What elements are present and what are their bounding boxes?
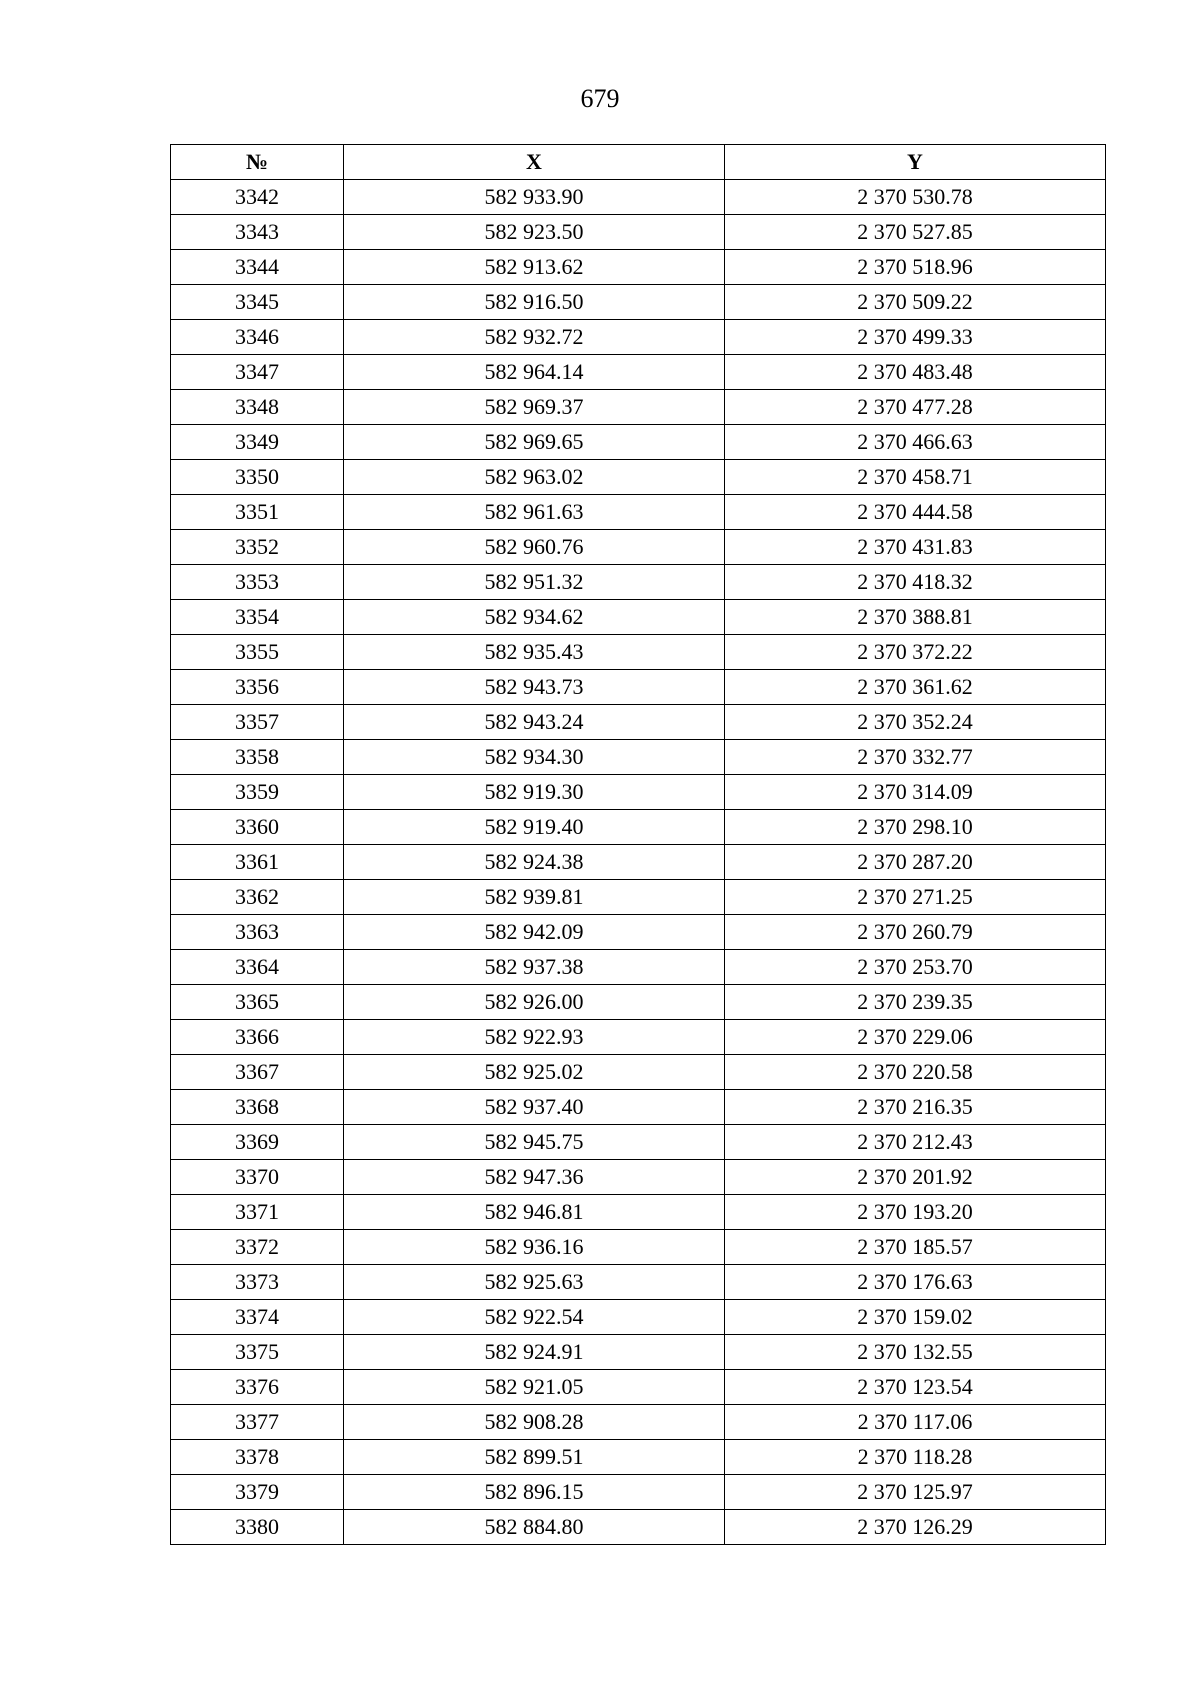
- table-body: [171, 180, 1106, 1545]
- cell-x-coordinate: 582 947.36: [344, 1160, 725, 1195]
- cell-y-coordinate: 2 370 388.81: [725, 600, 1106, 635]
- cell-y-coordinate: 2 370 220.58: [725, 1055, 1106, 1090]
- cell-x-coordinate: 582 923.50: [344, 215, 725, 250]
- cell-point-number: 3370: [171, 1160, 344, 1195]
- cell-point-number: 3350: [171, 460, 344, 495]
- table-row: [171, 250, 1106, 285]
- cell-x-coordinate: 582 936.16: [344, 1230, 725, 1265]
- cell-x-coordinate: 582 916.50: [344, 285, 725, 320]
- cell-point-number: 3372: [171, 1230, 344, 1265]
- cell-y-coordinate: 2 370 271.25: [725, 880, 1106, 915]
- cell-point-number: 3371: [171, 1195, 344, 1230]
- cell-y-coordinate: 2 370 159.02: [725, 1300, 1106, 1335]
- cell-point-number: 3366: [171, 1020, 344, 1055]
- cell-point-number: 3344: [171, 250, 344, 285]
- column-header-x: X: [344, 145, 725, 180]
- cell-y-coordinate: 2 370 117.06: [725, 1405, 1106, 1440]
- cell-point-number: 3378: [171, 1440, 344, 1475]
- table-row: [171, 845, 1106, 880]
- cell-point-number: 3368: [171, 1090, 344, 1125]
- table-row: [171, 1195, 1106, 1230]
- cell-point-number: 3358: [171, 740, 344, 775]
- table-row: [171, 1440, 1106, 1475]
- table-row: [171, 215, 1106, 250]
- cell-point-number: 3355: [171, 635, 344, 670]
- table-row: [171, 1370, 1106, 1405]
- table-row: [171, 390, 1106, 425]
- cell-x-coordinate: 582 960.76: [344, 530, 725, 565]
- cell-point-number: 3363: [171, 915, 344, 950]
- cell-y-coordinate: 2 370 418.32: [725, 565, 1106, 600]
- table-row: [171, 285, 1106, 320]
- cell-x-coordinate: 582 945.75: [344, 1125, 725, 1160]
- table-row: [171, 740, 1106, 775]
- table-row: [171, 985, 1106, 1020]
- table-row: [171, 1335, 1106, 1370]
- cell-point-number: 3356: [171, 670, 344, 705]
- table-row: [171, 635, 1106, 670]
- cell-x-coordinate: 582 896.15: [344, 1475, 725, 1510]
- cell-y-coordinate: 2 370 483.48: [725, 355, 1106, 390]
- table-row: [171, 180, 1106, 215]
- cell-x-coordinate: 582 899.51: [344, 1440, 725, 1475]
- cell-y-coordinate: 2 370 287.20: [725, 845, 1106, 880]
- cell-point-number: 3375: [171, 1335, 344, 1370]
- cell-y-coordinate: 2 370 466.63: [725, 425, 1106, 460]
- cell-x-coordinate: 582 943.24: [344, 705, 725, 740]
- cell-point-number: 3362: [171, 880, 344, 915]
- cell-y-coordinate: 2 370 352.24: [725, 705, 1106, 740]
- cell-y-coordinate: 2 370 125.97: [725, 1475, 1106, 1510]
- table-row: [171, 1475, 1106, 1510]
- cell-x-coordinate: 582 925.02: [344, 1055, 725, 1090]
- cell-point-number: 3345: [171, 285, 344, 320]
- cell-y-coordinate: 2 370 332.77: [725, 740, 1106, 775]
- cell-y-coordinate: 2 370 123.54: [725, 1370, 1106, 1405]
- cell-point-number: 3343: [171, 215, 344, 250]
- table-row: [171, 530, 1106, 565]
- cell-point-number: 3364: [171, 950, 344, 985]
- cell-point-number: 3373: [171, 1265, 344, 1300]
- table-row: [171, 775, 1106, 810]
- table-row: [171, 460, 1106, 495]
- cell-x-coordinate: 582 925.63: [344, 1265, 725, 1300]
- table-row: [171, 880, 1106, 915]
- cell-point-number: 3352: [171, 530, 344, 565]
- cell-x-coordinate: 582 919.30: [344, 775, 725, 810]
- cell-point-number: 3369: [171, 1125, 344, 1160]
- cell-y-coordinate: 2 370 185.57: [725, 1230, 1106, 1265]
- cell-point-number: 3374: [171, 1300, 344, 1335]
- cell-y-coordinate: 2 370 216.35: [725, 1090, 1106, 1125]
- table-row: [171, 320, 1106, 355]
- table-row: [171, 950, 1106, 985]
- cell-y-coordinate: 2 370 118.28: [725, 1440, 1106, 1475]
- cell-y-coordinate: 2 370 477.28: [725, 390, 1106, 425]
- cell-y-coordinate: 2 370 444.58: [725, 495, 1106, 530]
- table-row: [171, 670, 1106, 705]
- cell-y-coordinate: 2 370 260.79: [725, 915, 1106, 950]
- cell-y-coordinate: 2 370 239.35: [725, 985, 1106, 1020]
- table-row: [171, 1020, 1106, 1055]
- cell-point-number: 3351: [171, 495, 344, 530]
- cell-y-coordinate: 2 370 176.63: [725, 1265, 1106, 1300]
- cell-x-coordinate: 582 922.93: [344, 1020, 725, 1055]
- table-row: [171, 1265, 1106, 1300]
- table-row: [171, 565, 1106, 600]
- cell-x-coordinate: 582 963.02: [344, 460, 725, 495]
- cell-y-coordinate: 2 370 431.83: [725, 530, 1106, 565]
- table-row: [171, 1230, 1106, 1265]
- cell-x-coordinate: 582 937.38: [344, 950, 725, 985]
- cell-x-coordinate: 582 913.62: [344, 250, 725, 285]
- cell-x-coordinate: 582 942.09: [344, 915, 725, 950]
- cell-point-number: 3348: [171, 390, 344, 425]
- cell-x-coordinate: 582 939.81: [344, 880, 725, 915]
- cell-point-number: 3353: [171, 565, 344, 600]
- cell-x-coordinate: 582 919.40: [344, 810, 725, 845]
- cell-y-coordinate: 2 370 499.33: [725, 320, 1106, 355]
- table-row: [171, 1125, 1106, 1160]
- cell-point-number: 3380: [171, 1510, 344, 1545]
- cell-point-number: 3357: [171, 705, 344, 740]
- cell-point-number: 3379: [171, 1475, 344, 1510]
- table-row: [171, 1160, 1106, 1195]
- cell-y-coordinate: 2 370 253.70: [725, 950, 1106, 985]
- cell-y-coordinate: 2 370 193.20: [725, 1195, 1106, 1230]
- cell-x-coordinate: 582 934.62: [344, 600, 725, 635]
- table-row: [171, 1090, 1106, 1125]
- cell-y-coordinate: 2 370 518.96: [725, 250, 1106, 285]
- cell-x-coordinate: 582 922.54: [344, 1300, 725, 1335]
- cell-x-coordinate: 582 969.65: [344, 425, 725, 460]
- table-row: [171, 705, 1106, 740]
- cell-x-coordinate: 582 932.72: [344, 320, 725, 355]
- table-row: [171, 1510, 1106, 1545]
- table-row: [171, 915, 1106, 950]
- table-row: [171, 495, 1106, 530]
- cell-y-coordinate: 2 370 132.55: [725, 1335, 1106, 1370]
- cell-y-coordinate: 2 370 201.92: [725, 1160, 1106, 1195]
- table-row: [171, 1405, 1106, 1440]
- cell-y-coordinate: 2 370 314.09: [725, 775, 1106, 810]
- table-row: [171, 600, 1106, 635]
- cell-x-coordinate: 582 935.43: [344, 635, 725, 670]
- cell-point-number: 3365: [171, 985, 344, 1020]
- cell-x-coordinate: 582 969.37: [344, 390, 725, 425]
- cell-y-coordinate: 2 370 458.71: [725, 460, 1106, 495]
- cell-y-coordinate: 2 370 372.22: [725, 635, 1106, 670]
- cell-x-coordinate: 582 924.91: [344, 1335, 725, 1370]
- cell-point-number: 3359: [171, 775, 344, 810]
- cell-point-number: 3342: [171, 180, 344, 215]
- column-header-y: Y: [725, 145, 1106, 180]
- cell-y-coordinate: 2 370 361.62: [725, 670, 1106, 705]
- cell-point-number: 3376: [171, 1370, 344, 1405]
- cell-x-coordinate: 582 921.05: [344, 1370, 725, 1405]
- table-row: [171, 1055, 1106, 1090]
- cell-point-number: 3346: [171, 320, 344, 355]
- cell-y-coordinate: 2 370 298.10: [725, 810, 1106, 845]
- cell-x-coordinate: 582 943.73: [344, 670, 725, 705]
- cell-point-number: 3367: [171, 1055, 344, 1090]
- cell-x-coordinate: 582 951.32: [344, 565, 725, 600]
- table-row: [171, 425, 1106, 460]
- cell-y-coordinate: 2 370 229.06: [725, 1020, 1106, 1055]
- table-row: [171, 810, 1106, 845]
- cell-x-coordinate: 582 961.63: [344, 495, 725, 530]
- page-number: 679: [580, 84, 620, 113]
- cell-point-number: 3347: [171, 355, 344, 390]
- cell-point-number: 3354: [171, 600, 344, 635]
- cell-y-coordinate: 2 370 530.78: [725, 180, 1106, 215]
- cell-x-coordinate: 582 934.30: [344, 740, 725, 775]
- table-header-row: [171, 145, 1106, 180]
- cell-x-coordinate: 582 926.00: [344, 985, 725, 1020]
- cell-x-coordinate: 582 924.38: [344, 845, 725, 880]
- cell-x-coordinate: 582 946.81: [344, 1195, 725, 1230]
- cell-point-number: 3361: [171, 845, 344, 880]
- cell-y-coordinate: 2 370 527.85: [725, 215, 1106, 250]
- cell-x-coordinate: 582 937.40: [344, 1090, 725, 1125]
- cell-point-number: 3377: [171, 1405, 344, 1440]
- cell-point-number: 3349: [171, 425, 344, 460]
- cell-x-coordinate: 582 908.28: [344, 1405, 725, 1440]
- cell-y-coordinate: 2 370 212.43: [725, 1125, 1106, 1160]
- cell-x-coordinate: 582 933.90: [344, 180, 725, 215]
- cell-y-coordinate: 2 370 509.22: [725, 285, 1106, 320]
- cell-y-coordinate: 2 370 126.29: [725, 1510, 1106, 1545]
- cell-x-coordinate: 582 884.80: [344, 1510, 725, 1545]
- table-row: [171, 355, 1106, 390]
- cell-x-coordinate: 582 964.14: [344, 355, 725, 390]
- table-row: [171, 1300, 1106, 1335]
- column-header-number: №: [171, 145, 344, 180]
- cell-point-number: 3360: [171, 810, 344, 845]
- coordinates-table: [170, 144, 1106, 1545]
